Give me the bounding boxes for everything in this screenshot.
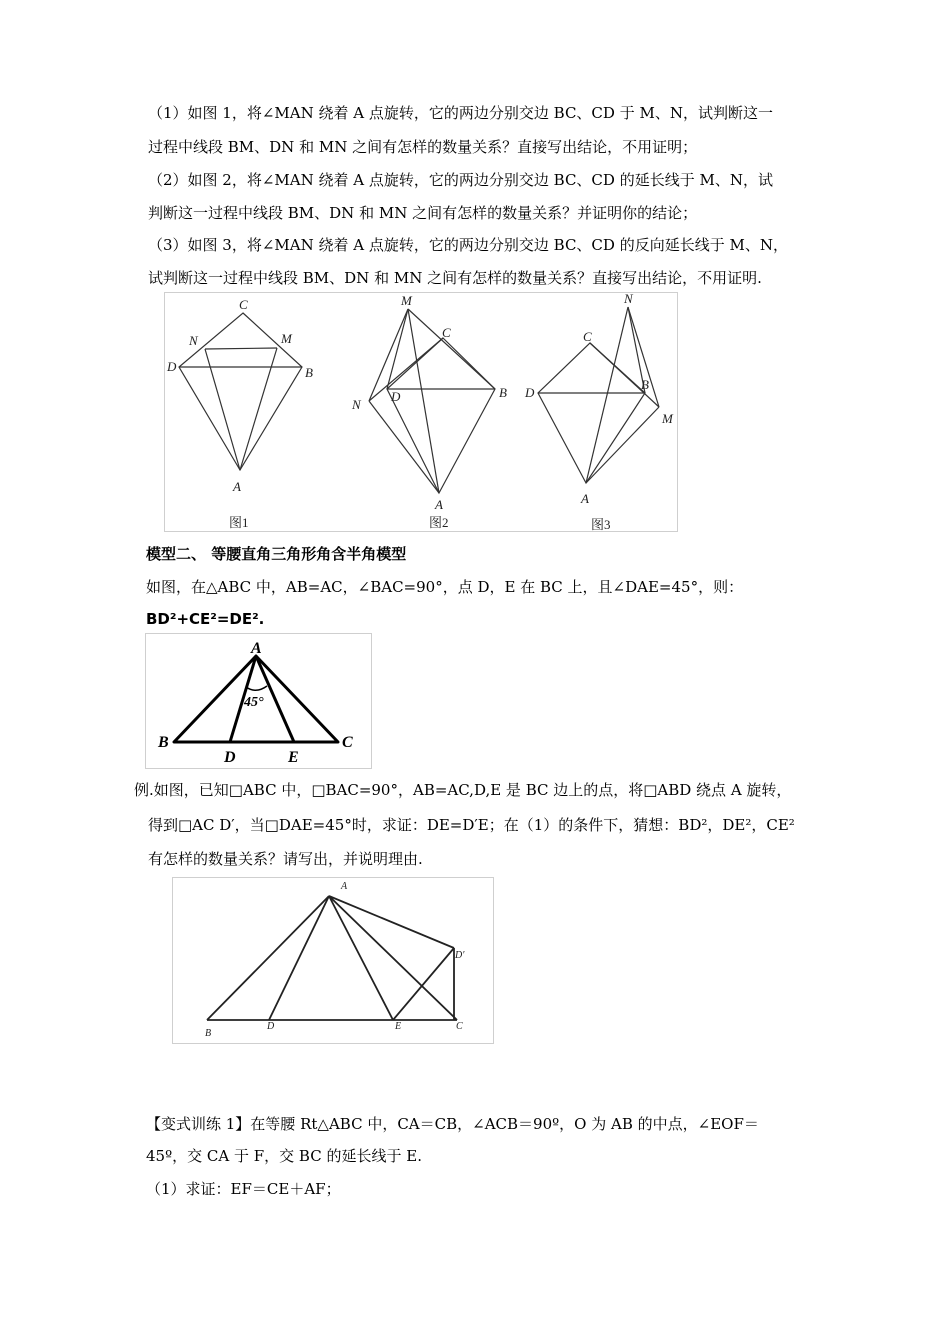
fig1-caption: 图1: [229, 515, 249, 530]
fig1-label-a: A: [233, 479, 241, 494]
example-label-a: A: [341, 881, 348, 892]
fig3-label-n: N: [624, 293, 633, 306]
model2-label-e: E: [288, 749, 299, 766]
model2-figure: [145, 633, 372, 769]
example-label-c: C: [456, 1021, 463, 1032]
example-label-e: E: [395, 1021, 402, 1032]
fig1-label-n: N: [189, 333, 198, 348]
example-figure-svg: [173, 878, 493, 1043]
model2-statement: 如图，在△ABC 中，AB=AC，∠BAC=90°，点 D，E 在 BC 上，且∠DAE=45°，则：: [146, 578, 744, 596]
fig2-caption: 图2: [429, 515, 449, 530]
variant-line-2: 45º，交 CA 于 F，交 BC 的延长线于 E.: [146, 1147, 422, 1165]
fig2-label-b: B: [499, 385, 507, 400]
example-label-d: D: [267, 1021, 275, 1032]
fig3-label-b: B: [641, 377, 649, 392]
example-label-b: B: [205, 1028, 212, 1039]
fig2-label-c: C: [442, 325, 451, 340]
example-label-dprime: D′: [455, 950, 465, 961]
fig2-label-m: M: [401, 293, 412, 308]
model2-figure-svg: [146, 634, 371, 768]
fig1-label-m: M: [281, 331, 292, 346]
model2-angle-label: 45°: [244, 695, 264, 710]
example-figure: [172, 877, 494, 1044]
example-line-2: 得到□AC D′，当□DAE=45°时，求证：DE=D′E；在（1）的条件下，猜想：BD²，DE²，CE²: [148, 816, 795, 834]
fig2-lines: [369, 309, 495, 493]
q3-line-2: 试判断这一过程中线段 BM、DN 和 MN 之间有怎样的数量关系？直接写出结论，不用证明.: [148, 269, 762, 287]
model2-label-a: A: [251, 640, 262, 657]
figure-group-1: [164, 292, 678, 532]
example-lines: [207, 896, 457, 1020]
example-line-1: 例.如图，已知□ABC 中，□BAC=90°，AB=AC,D,E 是 BC 边上的点，将□ABD 绕点 A 旋转，: [134, 781, 792, 799]
fig3-label-d: D: [525, 385, 535, 400]
fig2-label-d: D: [391, 389, 401, 404]
model2-angle-arc: [246, 686, 267, 690]
example-labels: [205, 881, 465, 1039]
fig3-label-a: A: [581, 491, 589, 506]
model2-label-d: D: [224, 749, 236, 766]
example-line-3: 有怎样的数量关系？请写出，并说明理由.: [148, 850, 423, 868]
fig3-caption: 图3: [591, 517, 611, 531]
variant-line-1: 【变式训练 1】在等腰 Rt△ABC 中，CA＝CB，∠ACB＝90º，O 为 AB 的中点，∠EOF＝: [146, 1115, 759, 1133]
variant-line-3: （1）求证：EF＝CE＋AF；: [146, 1180, 341, 1198]
fig1-label-c: C: [239, 297, 248, 312]
q1-line-2: 过程中线段 BM、DN 和 MN 之间有怎样的数量关系？直接写出结论，不用证明；: [148, 138, 698, 156]
fig3-label-c: C: [583, 329, 592, 344]
q2-line-2: 判断这一过程中线段 BM、DN 和 MN 之间有怎样的数量关系？并证明你的结论；: [148, 204, 698, 222]
fig3-lines: [538, 307, 659, 483]
fig1-label-b: B: [305, 365, 313, 380]
fig1-label-d: D: [167, 359, 177, 374]
q2-line-1: （2）如图 2，将∠MAN 绕着 A 点旋转，它的两边分别交边 BC、CD 的延长线于 M、N，试: [148, 171, 773, 189]
fig2-label-n: N: [352, 397, 361, 412]
model2-label-b: B: [158, 734, 169, 751]
model2-heading: 模型二、 等腰直角三角形角含半角模型: [146, 545, 407, 563]
q3-line-1: （3）如图 3，将∠MAN 绕着 A 点旋转，它的两边分别交边 BC、CD 的反向延长线于 M、N，: [148, 236, 788, 254]
fig3-label-m: M: [662, 411, 673, 426]
figure-group-1-svg: [165, 293, 677, 531]
fig1-labels: [166, 297, 313, 494]
model2-formula: BD²+CE²=DE².: [146, 610, 265, 628]
model2-label-c: C: [342, 734, 353, 751]
fig2-label-a: A: [435, 497, 443, 512]
q1-line-1: （1）如图 1，将∠MAN 绕着 A 点旋转，它的两边分别交边 BC、CD 于 M、N，试判断这一: [148, 104, 773, 122]
